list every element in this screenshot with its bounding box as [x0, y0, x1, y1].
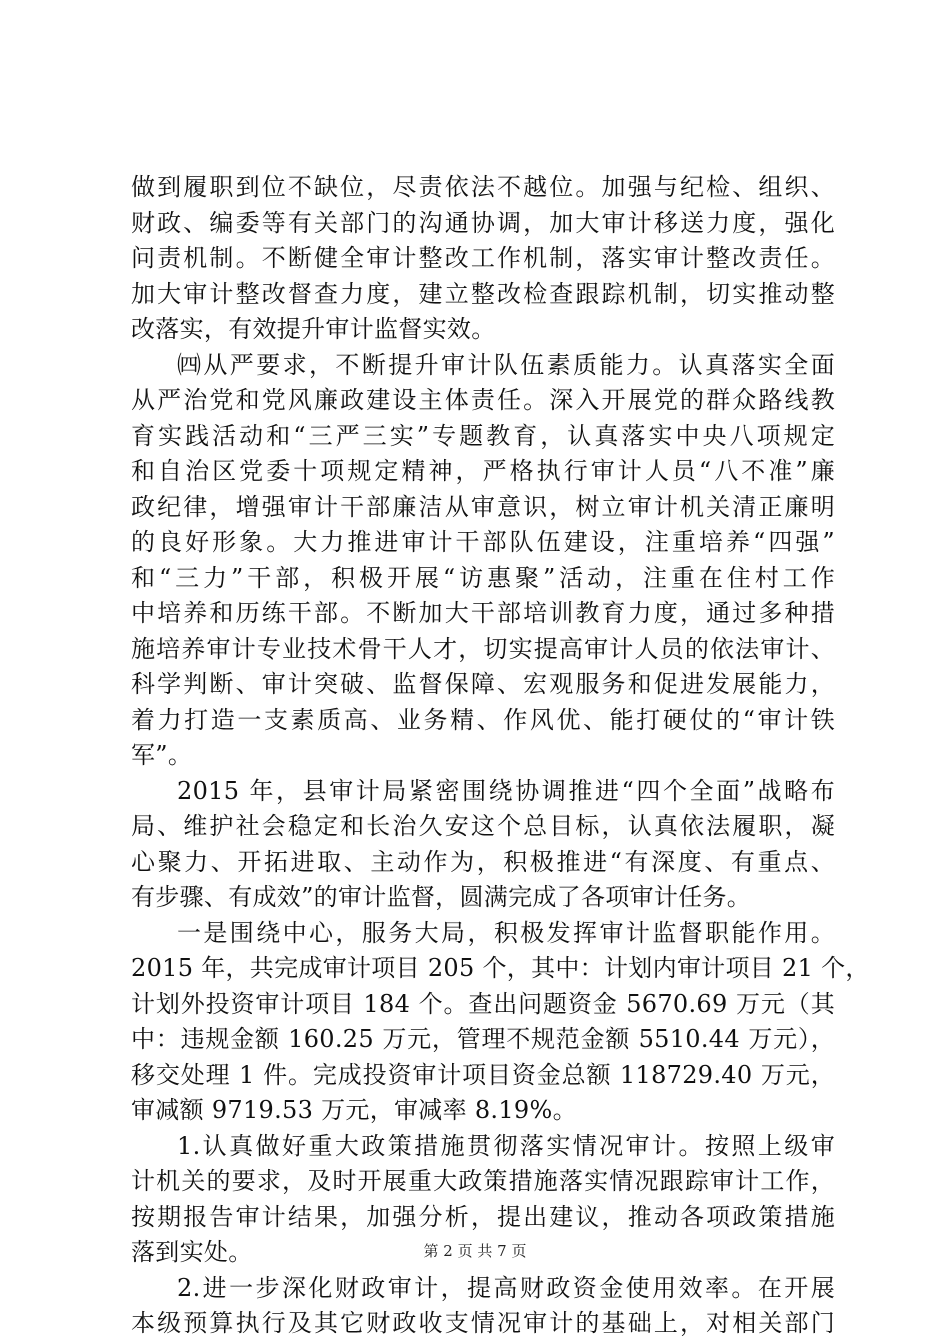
text-line: 2015 年，县审计局紧密围绕协调推进“四个全面”战略布	[177, 776, 835, 805]
text-line: 落到实处。	[131, 1238, 253, 1266]
text-line: 和“三力”干部，积极开展“访惠聚”活动，注重在住村工作	[131, 563, 835, 592]
page-footer: 第 2 页 共 7 页	[423, 1242, 527, 1260]
text-line: 有步骤、有成效”的审计监督，圆满完成了各项审计任务。	[131, 883, 752, 911]
text-line: 局、维护社会稳定和长治久安这个总目标，认真依法履职，凝	[131, 812, 835, 840]
text-line: 按期报告审计结果，加强分析，提出建议，推动各项政策措施	[131, 1202, 835, 1231]
text-line: 从严治党和党风廉政建设主体责任。深入开展党的群众路线教	[131, 386, 835, 414]
text-line: 心聚力、开拓进取、主动作为，积极推进“有深度、有重点、	[131, 847, 835, 876]
text-line: 改落实，有效提升审计监督实效。	[131, 315, 496, 343]
text-line: 计划外投资审计项目 184 个。查出问题资金 5670.69 万元（其	[131, 989, 835, 1018]
text-line: 做到履职到位不缺位，尽责依法不越位。加强与纪检、组织、	[131, 173, 835, 201]
text-line: 计机关的要求，及时开展重大政策措施落实情况跟踪审计工作，	[131, 1167, 835, 1195]
text-line: 育实践活动和“三严三实”专题教育，认真落实中央八项规定	[131, 421, 835, 450]
text-line: 科学判断、审计突破、监督保障、宏观服务和促进发展能力，	[131, 670, 835, 698]
text-line: 着力打造一支素质高、业务精、作风优、能打硬仗的“审计铁	[131, 705, 835, 734]
text-line: 和自治区党委十项规定精神，严格执行审计人员“八不准”廉	[131, 457, 835, 485]
text-line: 的良好形象。大力推进审计干部队伍建设，注重培养“四强”	[131, 528, 835, 556]
text-line: 中培养和历练干部。不断加大干部培训教育力度，通过多种措	[131, 599, 835, 627]
text-line: 2015 年，共完成审计项目 205 个，其中：计划内审计项目 21 个，	[131, 954, 870, 982]
text-line: 加大审计整改督查力度，建立整改检查跟踪机制，切实推动整	[131, 279, 835, 308]
document-body	[131, 170, 870, 1342]
text-line: 本级预算执行及其它财政收支情况审计的基础上，对相关部门	[131, 1309, 835, 1337]
text-line: 问责机制。不断健全审计整改工作机制，落实审计整改责任。	[131, 244, 835, 272]
text-line: 审减额 9719.53 万元，审减率 8.19%。	[131, 1096, 577, 1124]
text-line: 2.进一步深化财政审计，提高财政资金使用效率。在开展	[177, 1273, 835, 1302]
text-line: ㈣从严要求，不断提升审计队伍素质能力。认真落实全面	[177, 350, 835, 379]
text-line: 1.认真做好重大政策措施贯彻落实情况审计。按照上级审	[177, 1131, 835, 1160]
text-line: 政纪律，增强审计干部廉洁从审意识，树立审计机关清正廉明	[131, 492, 835, 521]
text-line: 中：违规金额 160.25 万元，管理不规范金额 5510.44 万元），	[131, 1025, 835, 1053]
text-line: 移交处理 1 件。完成投资审计项目资金总额 118729.40 万元，	[131, 1060, 835, 1089]
text-line: 财政、编委等有关部门的沟通协调，加大审计移送力度，强化	[131, 208, 835, 237]
text-line: 施培养审计专业技术骨干人才，切实提高审计人员的依法审计、	[131, 634, 835, 663]
text-line: 一是围绕中心，服务大局，积极发挥审计监督职能作用。	[177, 918, 835, 947]
text-line: 军”。	[131, 741, 193, 769]
